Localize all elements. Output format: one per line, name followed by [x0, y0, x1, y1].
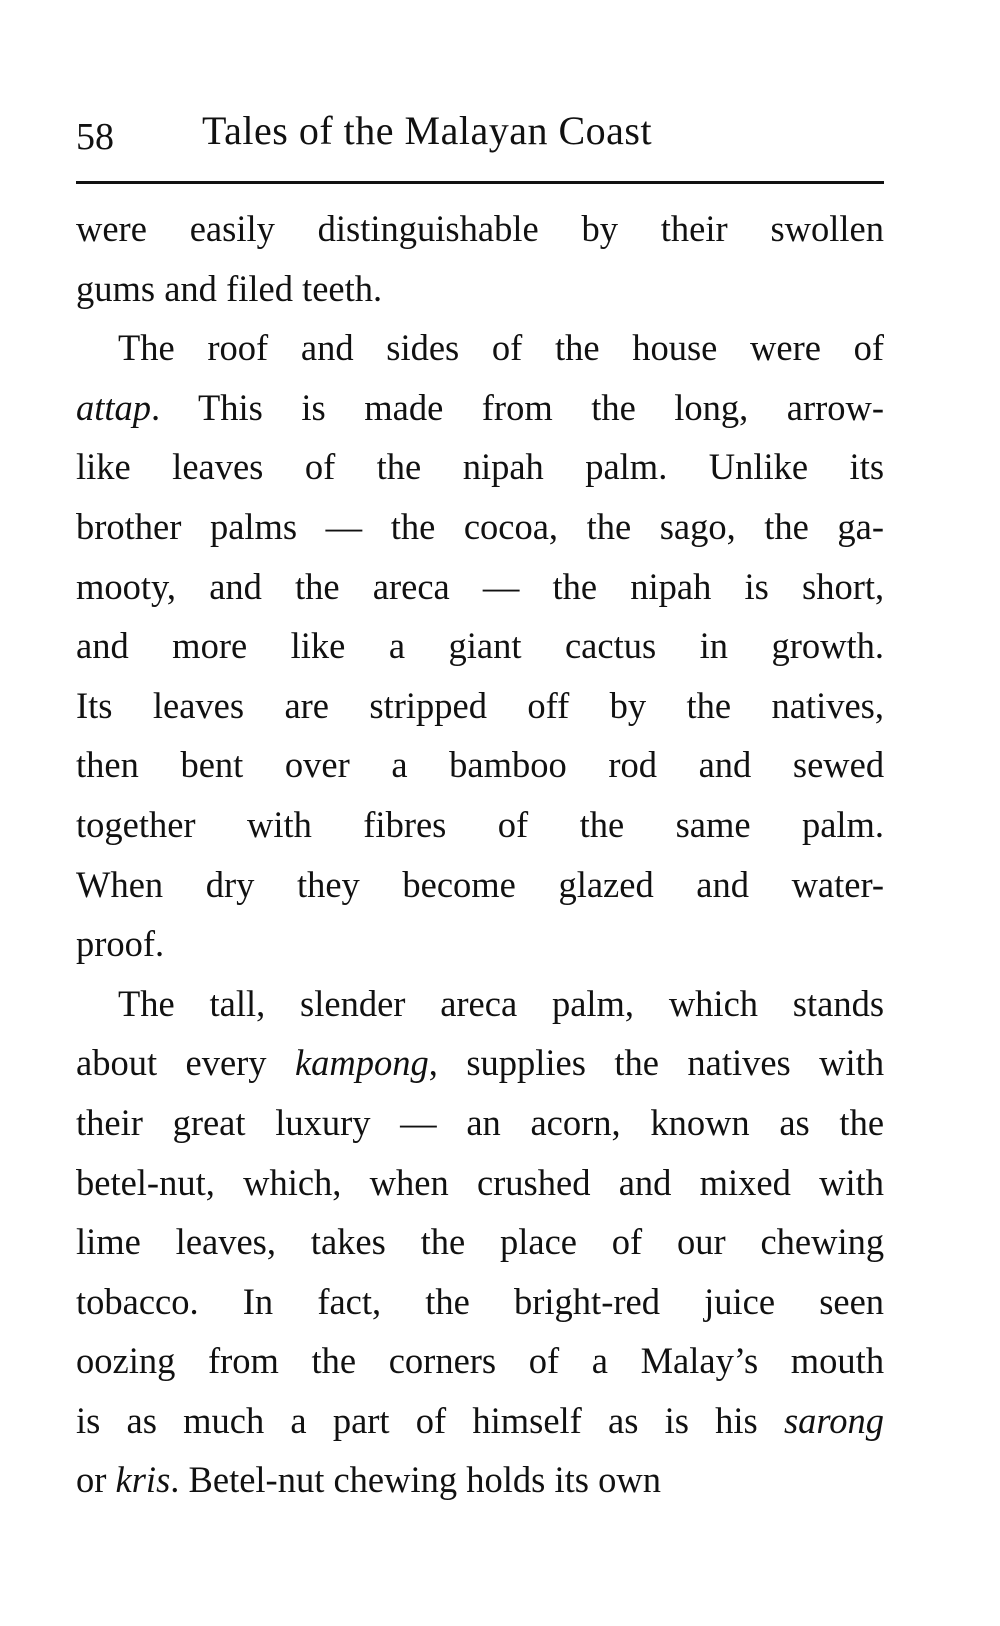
text-line: were easily distinguishable by their swollen [76, 208, 884, 249]
text-line: and more like a giant cactus in growth. [76, 625, 884, 667]
text-line: betel-nut, which, when crushed and mixed with [76, 1161, 884, 1203]
text-line: like leaves of the nipah palm. Unlike its [76, 446, 884, 488]
page-number: 58 [76, 116, 114, 158]
text-line: lime leaves, takes the place of our chewing [76, 1221, 884, 1263]
text-line: The roof and sides of the house were of [118, 327, 884, 369]
text-line: gums and filed teeth. [76, 267, 383, 309]
body-text [76, 199, 884, 1510]
text-line: proof. [76, 923, 165, 965]
text-line: The tall, slender areca palm, which stands [118, 982, 884, 1024]
text-line: or kris. Betel-nut chewing holds its own [76, 1459, 661, 1501]
text-line: is as much a part of himself as is his sarong [76, 1399, 884, 1441]
running-title: Tales of the Malayan Coast [202, 108, 653, 153]
text-line: mooty, and the areca — the nipah is short, [76, 565, 884, 607]
text-line: tobacco. In fact, the bright-red juice seen [76, 1280, 884, 1322]
text-line: brother palms — the cocoa, the sago, the ga- [76, 505, 884, 547]
text-line: Its leaves are stripped off by the natives, [76, 684, 884, 726]
text-line: oozing from the corners of a Malay’s mouth [76, 1340, 884, 1382]
header-rule [76, 181, 884, 184]
page-header [76, 106, 884, 156]
text-line: When dry they become glazed and water- [76, 863, 884, 905]
paragraph-p2 [76, 318, 884, 974]
text-line: attap. This is made from the long, arrow- [76, 386, 884, 428]
text-line: then bent over a bamboo rod and sewed [76, 744, 884, 786]
text-line: their great luxury — an acorn, known as the [76, 1101, 884, 1143]
paragraph-p3 [76, 974, 884, 1510]
text-line: together with fibres of the same palm. [76, 803, 884, 845]
paragraph-p1 [76, 199, 884, 318]
text-line: about every kampong, supplies the natives with [76, 1042, 884, 1084]
